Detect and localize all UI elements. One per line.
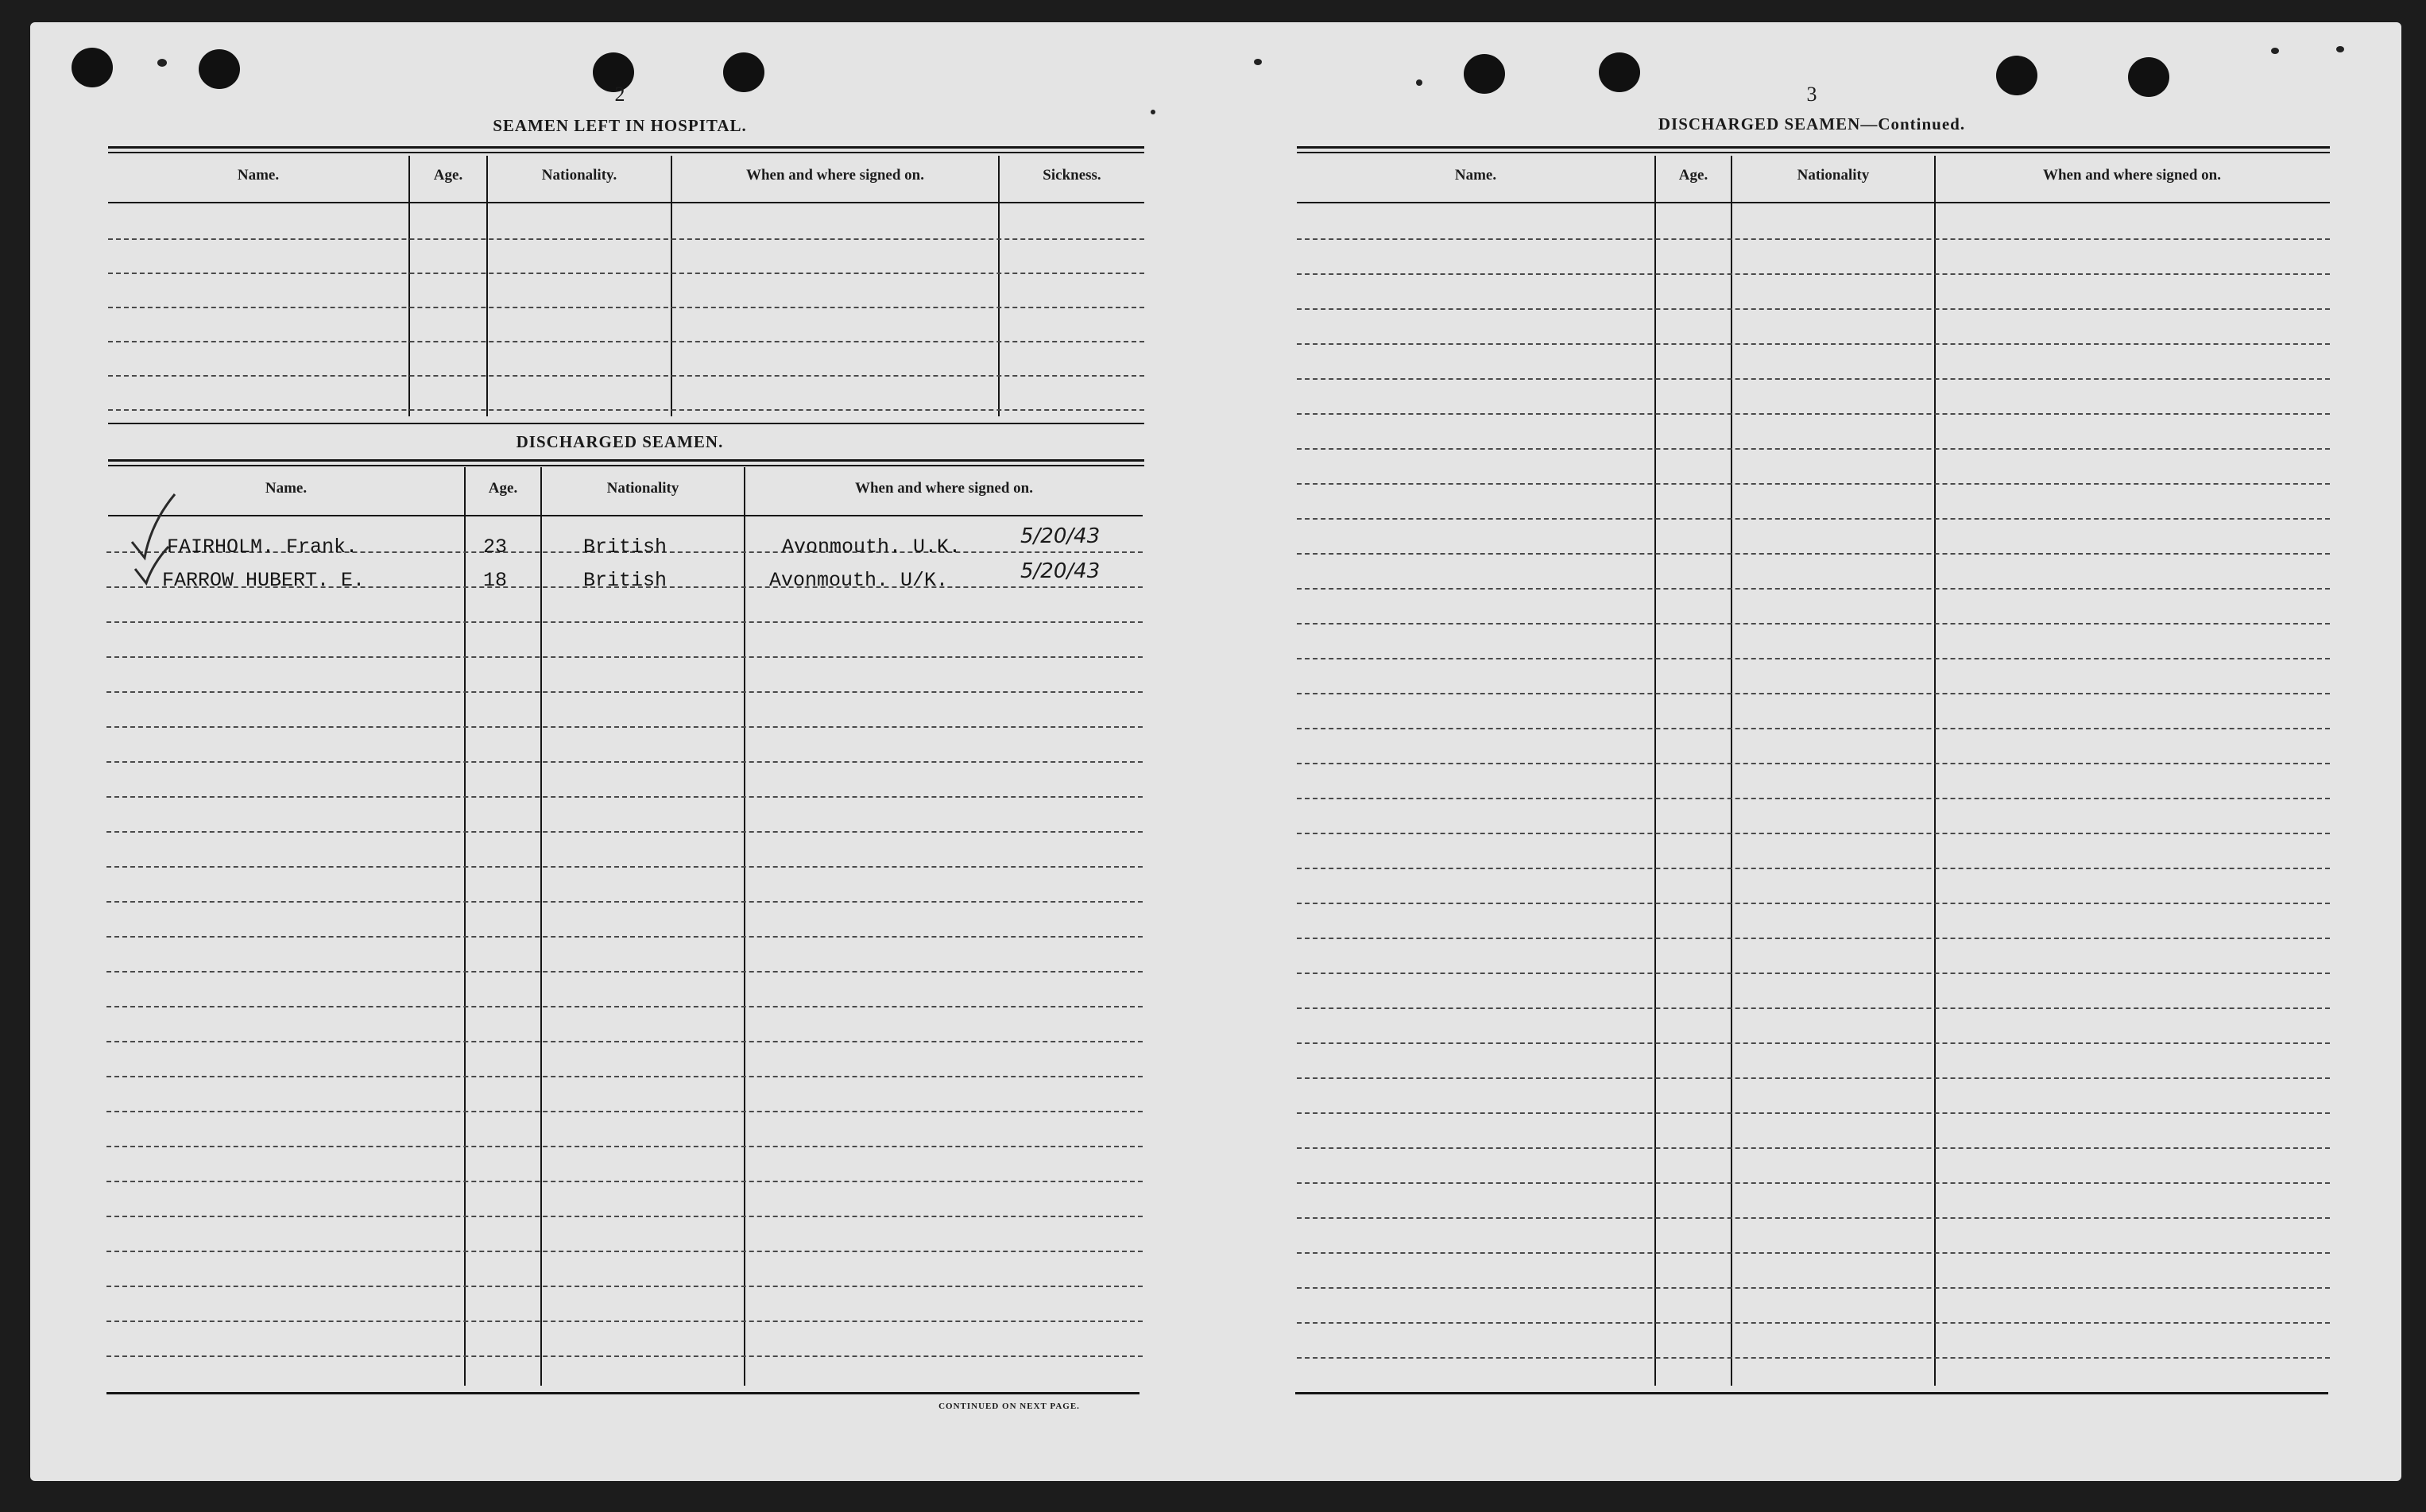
entry-date: 5/20/43 (1020, 559, 1101, 583)
punch-hole (1599, 52, 1640, 92)
page-number: 2 (614, 83, 625, 106)
dotted-rule (1297, 553, 2330, 555)
ledger-sheet (30, 22, 2401, 1481)
col-header-signed-on: When and where signed on. (745, 167, 924, 184)
entry-name: FAIRHOLM. Frank. (167, 536, 358, 559)
dotted-rule (1297, 763, 2330, 764)
dotted-rule (106, 1041, 1143, 1042)
entry-nationality: British (583, 536, 667, 559)
dotted-rule (106, 1286, 1143, 1287)
dotted-rule (108, 238, 1144, 240)
dotted-rule (1297, 343, 2330, 345)
punch-hole (2128, 57, 2169, 97)
rule (1297, 146, 2330, 149)
column-divider (998, 156, 1000, 416)
col-header-signed-on: When and where signed on. (2042, 167, 2221, 184)
dotted-rule (108, 273, 1144, 274)
entry-age: 18 (483, 569, 508, 592)
dotted-rule (106, 1216, 1143, 1217)
dotted-rule (106, 1355, 1143, 1357)
column-divider (1731, 156, 1732, 1386)
dotted-rule (106, 1111, 1143, 1112)
dotted-rule (1297, 728, 2330, 729)
dotted-rule (106, 971, 1143, 973)
col-header-nationality: Nationality. (541, 167, 617, 184)
speck (2271, 48, 2279, 54)
column-divider (464, 467, 466, 1386)
dotted-rule (1297, 308, 2330, 310)
rule (108, 146, 1144, 149)
dotted-rule (1297, 1357, 2330, 1359)
rule (1295, 1392, 2328, 1394)
dotted-rule (1297, 273, 2330, 275)
dotted-rule (106, 726, 1143, 728)
col-header-name: Name. (265, 480, 308, 497)
dotted-rule (1297, 868, 2330, 869)
rule (108, 202, 1144, 203)
dotted-rule (1297, 448, 2330, 450)
col-header-signed-on: When and where signed on. (854, 480, 1033, 497)
hospital-section-title: SEAMEN LEFT IN HOSPITAL. (493, 116, 747, 135)
dotted-rule (1297, 518, 2330, 520)
column-divider (1934, 156, 1936, 1386)
rule (108, 515, 1143, 516)
punch-hole (723, 52, 764, 92)
dotted-rule (1297, 1252, 2330, 1254)
col-header-age: Age. (1678, 167, 1708, 184)
rule (108, 152, 1144, 153)
dotted-rule (106, 1181, 1143, 1182)
dotted-rule (1297, 483, 2330, 485)
column-divider (671, 156, 672, 416)
dotted-rule (1297, 588, 2330, 590)
punch-hole (72, 48, 113, 87)
dotted-rule (108, 307, 1144, 308)
column-divider (540, 467, 542, 1386)
dotted-rule (1297, 938, 2330, 939)
dotted-rule (106, 796, 1143, 798)
dotted-rule (106, 936, 1143, 938)
dotted-rule (1297, 1287, 2330, 1289)
dotted-rule (106, 656, 1143, 658)
entry-signed-on: Avonmouth. U.K. (782, 536, 962, 559)
col-header-sickness: Sickness. (1043, 167, 1101, 184)
dotted-rule (106, 1076, 1143, 1077)
dotted-rule (1297, 973, 2330, 974)
dotted-rule (106, 1006, 1143, 1007)
col-header-age: Age. (488, 480, 518, 497)
dotted-rule (106, 1251, 1143, 1252)
rule (1297, 152, 2330, 153)
speck (2336, 46, 2344, 52)
dotted-rule (1297, 903, 2330, 904)
discharged-section-title: DISCHARGED SEAMEN. (516, 432, 724, 451)
col-header-nationality: Nationality (1797, 167, 1870, 184)
dotted-rule (1297, 238, 2330, 240)
page-number: 3 (1806, 83, 1817, 106)
rule (106, 1392, 1139, 1394)
rule (1297, 202, 2330, 203)
dotted-rule (1297, 413, 2330, 415)
dotted-rule (1297, 798, 2330, 799)
dotted-rule (106, 866, 1143, 868)
dotted-rule (1297, 378, 2330, 380)
col-header-age: Age. (433, 167, 463, 184)
column-divider (744, 467, 745, 1386)
dotted-rule (1297, 693, 2330, 694)
dotted-rule (106, 901, 1143, 903)
dotted-rule (1297, 1042, 2330, 1044)
dotted-rule (106, 1146, 1143, 1147)
dotted-rule (1297, 658, 2330, 659)
rule (108, 423, 1144, 424)
dotted-rule (106, 621, 1143, 623)
column-divider (408, 156, 410, 416)
dotted-rule (1297, 1112, 2330, 1114)
dotted-rule (1297, 1077, 2330, 1079)
speck (1416, 79, 1422, 86)
dotted-rule (1297, 1182, 2330, 1184)
entry-date: 5/20/43 (1020, 524, 1101, 548)
dotted-rule (1297, 623, 2330, 625)
speck (1151, 110, 1155, 114)
speck (157, 59, 167, 67)
dotted-rule (1297, 833, 2330, 834)
dotted-rule (1297, 1007, 2330, 1009)
dotted-rule (108, 375, 1144, 377)
dotted-rule (108, 341, 1144, 342)
column-divider (1654, 156, 1656, 1386)
speck (1254, 59, 1262, 65)
dotted-rule (106, 691, 1143, 693)
dotted-rule (1297, 1322, 2330, 1324)
col-header-nationality: Nationality (606, 480, 679, 497)
column-divider (486, 156, 488, 416)
punch-hole (1996, 56, 2037, 95)
rule (108, 459, 1144, 462)
entry-nationality: British (583, 569, 667, 592)
dotted-rule (1297, 1147, 2330, 1149)
entry-name: FARROW HUBERT. E. (162, 569, 366, 592)
continued-note: CONTINUED ON NEXT PAGE. (938, 1402, 1080, 1411)
discharged-continued-title: DISCHARGED SEAMEN—Continued. (1658, 114, 1966, 133)
col-header-name: Name. (1454, 167, 1497, 184)
punch-hole (1464, 54, 1505, 94)
dotted-rule (1297, 1217, 2330, 1219)
punch-hole (199, 49, 240, 89)
entry-signed-on: Avonmouth. U/K. (769, 569, 949, 592)
dotted-rule (108, 409, 1144, 411)
dotted-rule (106, 831, 1143, 833)
entry-age: 23 (483, 536, 508, 559)
col-header-name: Name. (237, 167, 280, 184)
rule (108, 465, 1144, 466)
dotted-rule (106, 1321, 1143, 1322)
dotted-rule (106, 761, 1143, 763)
